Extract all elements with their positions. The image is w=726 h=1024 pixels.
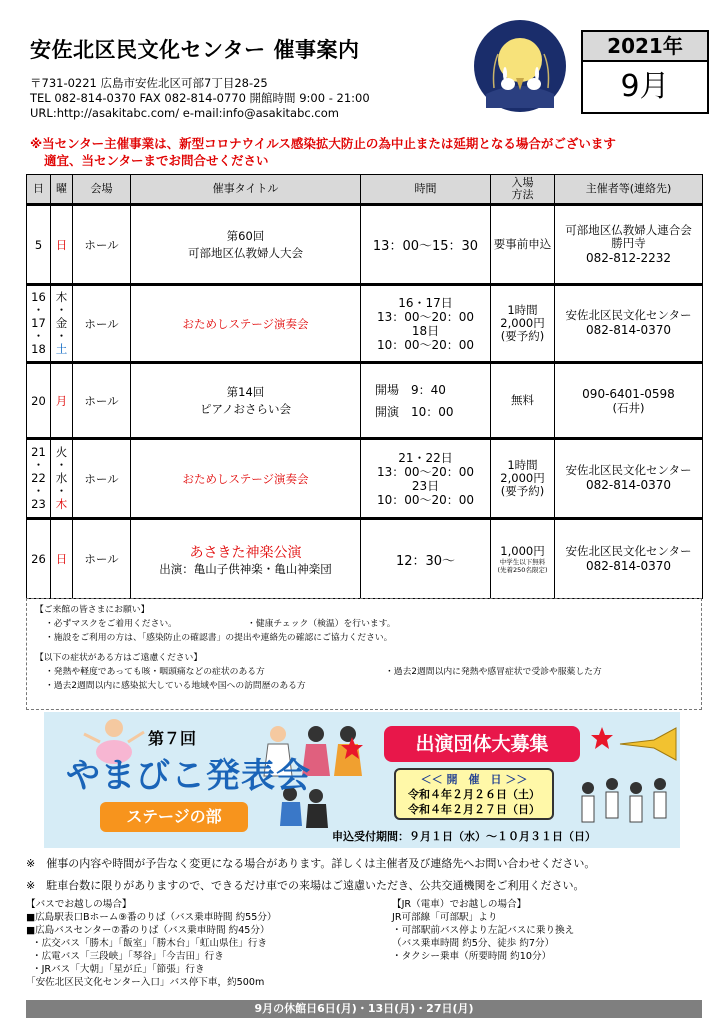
advice-line: ・過去2週間以内に感染拡大している地域や国への訪問歴のある方	[45, 681, 306, 691]
title-cell: 第14回 ピアノおさらい会	[131, 363, 361, 439]
entry-cell: 1時間 2,000円 (要予約)	[491, 439, 555, 519]
recruit-badge: 出演団体大募集	[384, 726, 580, 762]
closed-days-footer: 9月の休館日6日(月)・13日(月)・27日(月)	[26, 1000, 702, 1018]
table-row	[27, 285, 703, 363]
entry-cell: 要事前申込	[491, 205, 555, 285]
header-venue: 会場	[73, 175, 131, 205]
title-cell	[131, 205, 361, 285]
moon-rabbit-logo	[472, 18, 568, 114]
dow-cell: 月	[51, 363, 73, 439]
venue-cell: ホール	[73, 519, 131, 599]
trumpet-icon	[618, 724, 678, 764]
advice-heading: 【ご来館の皆さまにお願い】	[35, 605, 150, 615]
star-icon	[590, 726, 614, 750]
advice-heading: 【以下の症状がある方はご遠慮ください】	[35, 653, 203, 663]
application-period: 申込受付期間：９月１日（水）～１０月３１日（日）	[332, 830, 596, 843]
entry-cell: 無料	[491, 363, 555, 439]
dow-cell: 日	[51, 519, 73, 599]
organizer-line: 勝円寺	[611, 235, 646, 250]
address: 〒731-0221 広島市安佐北区可部7丁目28-25	[30, 76, 268, 90]
title-line: 可部地区仏教婦人大会	[188, 245, 303, 260]
time-cell: 13：00～15：30	[361, 205, 491, 285]
page-title: 安佐北区民文化センター 催事案内	[30, 38, 360, 62]
advice-line: ・発熱や軽度であっても咳・咽頭痛などの症状のある方 ・過去2週間以内に発熱や感冒症状で受診や服薬した方	[45, 667, 602, 677]
event-schedule-table	[26, 174, 703, 599]
header-day: 日	[27, 175, 51, 205]
header-time: 時間	[361, 175, 491, 205]
organizer-cell: 安佐北区民文化センター 082-814-0370	[555, 439, 703, 519]
venue-cell: ホール	[73, 439, 131, 519]
bus-access: 【バスでお越しの場合】 ■広島駅表口Bホーム⑨番のりば（バス乗車時間 約55分） ■広島バスセンター⑦番のりば（バス乗車時間 約45分） ・広交バス「勝木」「飯室」「勝木台」「虹山県住」行き ・広電バス「三段峡」「琴谷」「今吉田」行き ・JRバス「大朝」「星が丘」「節張」行き 「安佐北区民文化センター入口」バス停下車，約500m	[26, 899, 277, 988]
organizer-cell: 安佐北区民文化センター 082-814-0370	[555, 519, 703, 599]
time-cell: 12：30～	[361, 519, 491, 599]
dow-cell: 日	[51, 205, 73, 285]
note-line: ※ 駐車台数に限りがありますので、できるだけ車での来場はご遠慮いただき、公共交通機関をご利用ください。	[26, 879, 585, 892]
header-dow: 曜	[51, 175, 73, 205]
organizer-cell: 090-6401-0598 (石井)	[555, 363, 703, 439]
advice-line: ・施設をご利用の方は、「感染防止の確認書」の提出や連絡先の確認にご協力ください。	[45, 633, 393, 643]
day-cell: 16 ・ 17 ・ 18	[27, 285, 51, 363]
table-row	[27, 519, 703, 599]
yamabiko-recital-banner	[44, 712, 680, 848]
organizer-cell	[555, 205, 703, 285]
header-title: 催事タイトル	[131, 175, 361, 205]
header-entry: 入場方法	[491, 175, 555, 205]
title-cell: おためしステージ演奏会	[131, 285, 361, 363]
day-cell: 26	[27, 519, 51, 599]
day-cell: 20	[27, 363, 51, 439]
day-cell: 21 ・ 22 ・ 23	[27, 439, 51, 519]
organizer-line: 可部地区仏教婦人連合会	[565, 222, 692, 237]
organizer-phone: 082-812-2232	[585, 250, 671, 265]
advice-line: ・必ずマスクをご着用ください。 ・健康チェック（検温）を行います。	[45, 619, 396, 629]
banner-edition: 第７回	[148, 729, 197, 748]
header-organizer: 主催者等(連絡先)	[555, 175, 703, 205]
title-cell: おためしステージ演奏会	[131, 439, 361, 519]
time-cell: 16・17日 13：00～20：00 18日 10：00～20：00	[361, 285, 491, 363]
table-row	[27, 439, 703, 519]
notice-line-2: 適宜、当センターまでお問合せください	[44, 153, 269, 168]
stage-section-badge: ステージの部	[100, 802, 248, 832]
note-line: ※ 催事の内容や時間が予告なく変更になる場合があります。詳しくは主催者及び連絡先へお問い合わせください。	[26, 857, 596, 870]
jr-access: 【JR（電車）でお越しの場合】 JR可部線「可部駅」より ・可部駅前バス停より左記バスに乗り換え （バス乗車時間 約5分、徒歩 約7分） ・タクシー乗車（所要時間 約10分）	[392, 899, 575, 962]
dow-cell: 火 ・ 水 ・ 木	[51, 439, 73, 519]
year-label: 2021年	[583, 32, 707, 62]
venue-cell: ホール	[73, 205, 131, 285]
tel-fax-hours: TEL 082-814-0370 FAX 082-814-0770 開館時間 9:00 - 21:00	[30, 91, 370, 105]
organizer-cell: 安佐北区民文化センター 082-814-0370	[555, 285, 703, 363]
notice-line-1: ※当センター主催事業は、新型コロナウイルス感染拡大防止の為中止または延期となる場合がございます	[30, 136, 616, 151]
entry-cell: 1時間 2,000円 (要予約)	[491, 285, 555, 363]
event-date-box: ＜＜ 開 催 日 ＞＞ 令和４年２月２６日（土） 令和４年２月２７日（日）	[394, 768, 554, 820]
table-row	[27, 363, 703, 439]
url-email: URL:http://asakitabc.com/ e-mail:info@asakitabc.com	[30, 106, 339, 120]
year-month-box	[581, 30, 709, 114]
visitor-advice-box	[26, 598, 702, 710]
month-label: 9月	[620, 69, 670, 104]
table-row	[27, 205, 703, 285]
entry-cell: 1,000円 中学生以下無料 (先着250名限定)	[491, 519, 555, 599]
venue-cell: ホール	[73, 363, 131, 439]
title-line: 第60回	[226, 228, 265, 243]
star-icon	[340, 736, 364, 760]
time-cell: 21・22日 13：00～20：00 23日 10：00～20：00	[361, 439, 491, 519]
dow-cell: 木 ・ 金 ・ 土	[51, 285, 73, 363]
title-cell: あさきた神楽公演 出演：亀山子供神楽・亀山神楽団	[131, 519, 361, 599]
time-cell: 開場 9：40 開演 10：00	[361, 363, 491, 439]
day-cell: 5	[27, 205, 51, 285]
banner-title: やまびこ発表会	[66, 756, 311, 796]
venue-cell: ホール	[73, 285, 131, 363]
table-header-row	[27, 175, 703, 205]
